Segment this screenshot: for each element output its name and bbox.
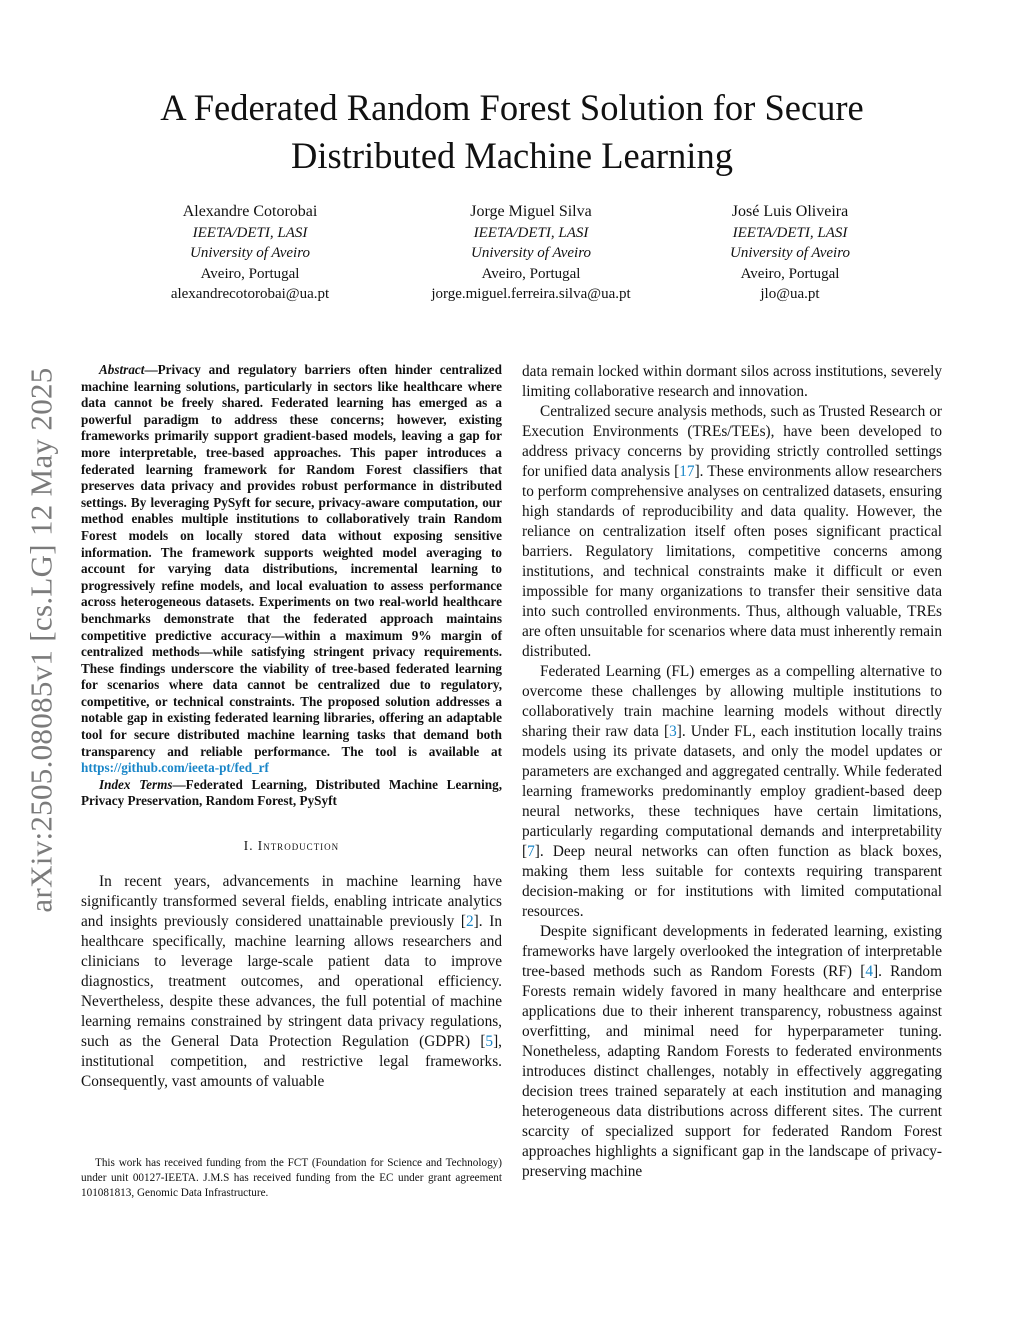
citation-link[interactable]: 3 — [669, 723, 677, 740]
body-text: Centralized secure analysis methods, such as Trusted Research or Execution Environments (TREs/TEEs), have been developed to address privacy concerns by providing strictly controlled settings for unified data analysis [ — [522, 403, 942, 480]
arxiv-identifier-text: arXiv:2505.08085v1 [cs.LG] 12 May 2025 — [24, 367, 59, 913]
citation-link[interactable]: 2 — [465, 913, 474, 931]
body-text: ]. These environments allow researchers to perform comprehensive analyses on centralized datasets, ensuring high standards of reproducibility and data quality. However, the reliance on centralization itself often poses significant practical barriers. Regulatory limitations, competitive concerns among institutions, and technical constraints make it difficult or even impossible for many organizations to transfer their sensitive data into such controlled environments. Thus, although valuable, TREs are often unsuitable for scenarios where data must inherently remain distributed. — [522, 463, 942, 660]
author-city: Aveiro, Portugal — [481, 265, 581, 282]
author-name: Alexandre Cotorobai — [182, 203, 318, 220]
intro-text: ]. In healthcare specifically, machine learning allows researchers and clinicians to leverage large-scale patient data to improve diagnostics, treatment outcomes, and operational efficiency. Nevertheless, despite these advances, the full potential of machine learning remains constrained by stringent data privacy regulations, such as the General Data Protection Regulation (GDPR) [ — [81, 913, 502, 1051]
author-city: Aveiro, Portugal — [740, 265, 840, 282]
citation-link[interactable]: 7 — [527, 843, 535, 860]
section-heading-introduction — [81, 838, 502, 854]
body-text: ]. Under FL, each institution locally trains models using its private datasets, and only the model updates or parameters are exchanged and aggregated centrally. While federated learning frameworks predominantly employ gradient-based deep neural networks, these techniques have certain limitations, particularly regarding computational demands and interpretability [ — [522, 723, 942, 860]
index-terms-text: —Federated Learning, Distributed Machine Learning, Privacy Preservation, Random Forest, PySyft — [81, 776, 502, 809]
citation-link[interactable]: 17 — [679, 463, 695, 480]
intro-text: ], institutional competition, and restrictive legal frameworks. Consequently, vast amounts of valuable — [81, 1033, 502, 1091]
left-column — [81, 362, 502, 1092]
author-name: José Luis Oliveira — [731, 203, 849, 220]
author-3 — [700, 202, 880, 305]
author-department: IEETA/DETI, LASI — [732, 224, 848, 241]
author-2 — [416, 202, 646, 305]
author-name: Jorge Miguel Silva — [470, 203, 592, 220]
author-department: IEETA/DETI, LASI — [192, 224, 308, 241]
index-terms-lead: Index Terms — [99, 776, 173, 792]
abstract — [81, 362, 502, 777]
author-city: Aveiro, Portugal — [200, 265, 300, 282]
body-text: Despite significant developments in federated learning, existing frameworks have largely overlooked the integration of interpretable tree-based methods such as Random Forests (RF) [ — [522, 923, 942, 980]
body-text: ]. Random Forests remain widely favored in many healthcare and enterprise applications due to their inherent transparency, robustness against overfitting, and minimal need for hyperparameter tuning. Nonetheless, adapting Random Forests to federated environments introduces distinct challenges, notably in effectively aggregating decision trees trained separately at each institution and managing heterogeneous data distributions across different sites. The current scarcity of specialized support for federated Random Forest approaches highlights a significant gap in the landscape of privacy-preserving machine — [522, 963, 942, 1180]
right-paragraph-0: data remain locked within dormant silos across institutions, severely limiting collaborative research and innovation. — [522, 363, 942, 400]
author-email[interactable]: jlo@ua.pt — [760, 286, 820, 302]
body-text: ]. Deep neural networks can often function as black boxes, making them less suitable for contexts requiring transparent decision-making or for institutions with limited computational resources. — [522, 843, 942, 920]
author-block — [120, 202, 920, 312]
right-paragraph-2 — [522, 662, 942, 922]
citation-link[interactable]: 4 — [865, 963, 873, 980]
body-text: Federated Learning (FL) emerges as a compelling alternative to overcome these challenges by allowing multiple institutions to collaboratively train machine learning models without directly sharing their raw data [ — [522, 663, 942, 740]
right-paragraph-1 — [522, 402, 942, 662]
intro-paragraph-1 — [81, 872, 502, 1092]
funding-footnote: This work has received funding from the FCT (Foundation for Science and Technology) under unit 00127-IEETA. J.M.S has received funding from the EC under grant agreement 101081813, Genomic Data Infrastructure. — [81, 1157, 502, 1199]
author-university: University of Aveiro — [471, 245, 591, 261]
code-repository-link[interactable]: https://github.com/ieeta-pt/fed_rf — [81, 760, 269, 776]
section-number: I. — [243, 838, 258, 854]
section-title: Introduction — [257, 838, 340, 854]
author-1 — [150, 202, 350, 305]
right-paragraph-3 — [522, 922, 942, 1182]
paper-title: A Federated Random Forest Solution for Secure Distributed Machine Learning — [160, 87, 864, 176]
author-email[interactable]: jorge.miguel.ferreira.silva@ua.pt — [431, 286, 631, 302]
author-university: University of Aveiro — [190, 245, 310, 261]
author-email[interactable]: alexandrecotorobai@ua.pt — [170, 286, 330, 302]
author-university: University of Aveiro — [730, 245, 850, 261]
arxiv-identifier-stamp — [4, 330, 80, 950]
index-terms — [81, 777, 502, 810]
author-department: IEETA/DETI, LASI — [473, 224, 589, 241]
intro-text: In recent years, advancements in machine learning have significantly transformed several fields, enabling intricate analytics and insights previously considered unattainable previously [ — [81, 873, 502, 931]
citation-link[interactable]: 5 — [485, 1033, 494, 1051]
right-column — [522, 362, 942, 1182]
abstract-lead: Abstract — [99, 362, 145, 377]
abstract-text: —Privacy and regulatory barriers often hinder centralized machine learning solutions, particularly in sectors like healthcare where data cannot be freely shared. Federated learning has emerged as a powerful paradigm to address these concerns; however, existing frameworks primarily support gradient-based models, leaving a gap for more interpretable, tree-based approaches. This paper introduces a federated learning framework for Random Forest classifiers that preserves data privacy and provides robust performance in distributed settings. By leveraging PySyft for secure, privacy-aware computation, our method enables multiple institutions to collaboratively train Random Forest models on locally stored data without exposing sensitive information. The framework supports weighted model averaging to account for varying data distributions, incremental learning to progressively refine models, and local evaluation to assess performance across heterogeneous datasets. Experiments on two real-world healthcare benchmarks demonstrate that the federated approach maintains competitive predictive accuracy—within a maximum 9% margin of centralized methods—while satisfying stringent privacy requirements. These findings underscore the viability of tree-based federated learning for scenarios where data cannot be centralized due to regulatory, competitive, or technical constraints. The proposed solution addresses a notable gap in existing federated learning libraries, offering an adaptable tool for secure distributed machine learning tasks that demand both transparency and reliable performance. The tool is available at — [81, 362, 502, 759]
